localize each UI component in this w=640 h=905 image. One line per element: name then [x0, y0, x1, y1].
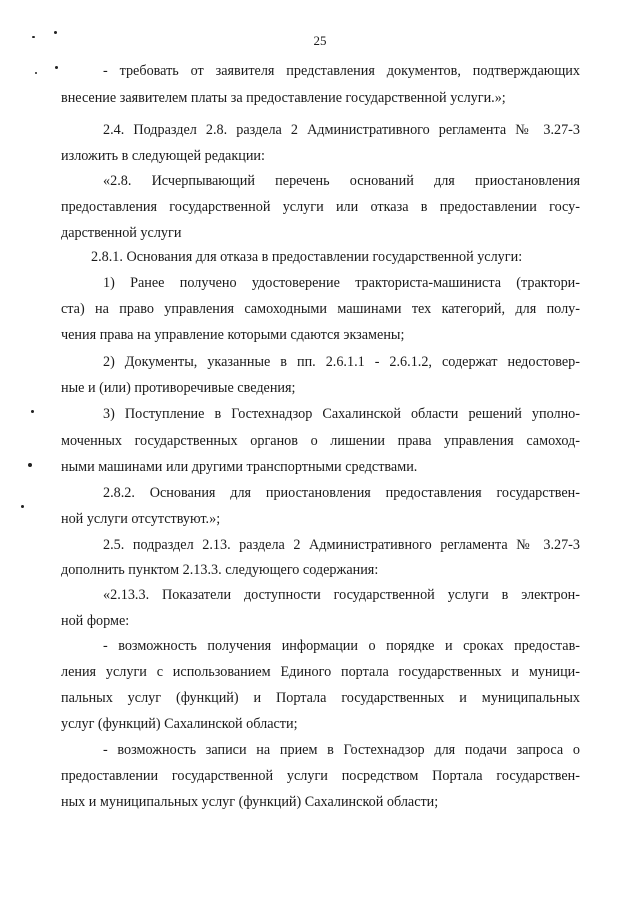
text-line: 2.4. Подраздел 2.8. раздела 2 Административного регламента № 3.27-3: [103, 122, 580, 138]
text-line: - возможность записи на прием в Гостехнадзор для подачи запроса о: [103, 742, 580, 758]
text-line: моченных государственных органов о лишении права управления самоход-: [61, 433, 580, 449]
text-line: «2.8. Исчерпывающий перечень оснований для приостановления: [103, 173, 580, 189]
text-line: ста) на право управления самоходными машинами тех категорий, для полу-: [61, 301, 580, 317]
text-line: ные и (или) противоречивые сведения;: [61, 380, 296, 396]
text-line: - требовать от заявителя представления документов, подтверждающих: [103, 63, 580, 79]
text-line: 2) Документы, указанные в пп. 2.6.1.1 - 2.6.1.2, содержат недостовер-: [103, 354, 580, 370]
text-line: чения права на управление которыми сдаются экзамены;: [61, 327, 405, 343]
text-line: дополнить пунктом 2.13.3. следующего содержания:: [61, 562, 379, 578]
text-line: 3) Поступление в Гостехнадзор Сахалинской области решений уполно-: [103, 406, 580, 422]
text-line: услуг (функций) Сахалинской области;: [61, 716, 298, 732]
text-line: изложить в следующей редакции:: [61, 148, 265, 164]
text-line: 2.8.2. Основания для приостановления предоставления государствен-: [103, 485, 580, 501]
text-line: 1) Ранее получено удостоверение тракториста-машиниста (трактори-: [103, 275, 580, 291]
text-line: ной услуги отсутствуют.»;: [61, 511, 221, 527]
text-line: ных и муниципальных услуг (функций) Сахалинской области;: [61, 794, 439, 810]
scan-speck: [55, 66, 58, 69]
text-line: ными машинами или другими транспортными средствами.: [61, 459, 418, 475]
text-line: внесение заявителем платы за предоставление государственной услуги.»;: [61, 90, 506, 106]
text-line: предоставления государственной услуги или отказа в предоставлении госу-: [61, 199, 580, 215]
text-line: ления услуги с использованием Единого портала государственных и муници-: [61, 664, 580, 680]
text-line: 2.8.1. Основания для отказа в предоставлении государственной услуги:: [91, 249, 523, 265]
scan-speck: [35, 72, 37, 74]
scan-speck: [31, 410, 34, 413]
text-line: - возможность получения информации о порядке и сроках предостав-: [103, 638, 580, 654]
scan-speck: [21, 505, 24, 508]
text-line: «2.13.3. Показатели доступности государственной услуги в электрон-: [103, 587, 580, 603]
text-line: ной форме:: [61, 613, 130, 629]
text-line: 2.5. подраздел 2.13. раздела 2 Административного регламента № 3.27-3: [103, 537, 580, 553]
page-number: 25: [313, 33, 327, 48]
text-line: дарственной услуги: [61, 225, 182, 241]
text-line: предоставлении государственной услуги посредством Портала государствен-: [61, 768, 580, 784]
text-line: пальных услуг (функций) и Портала государственных и муниципальных: [61, 690, 580, 706]
scan-speck: [28, 463, 32, 467]
